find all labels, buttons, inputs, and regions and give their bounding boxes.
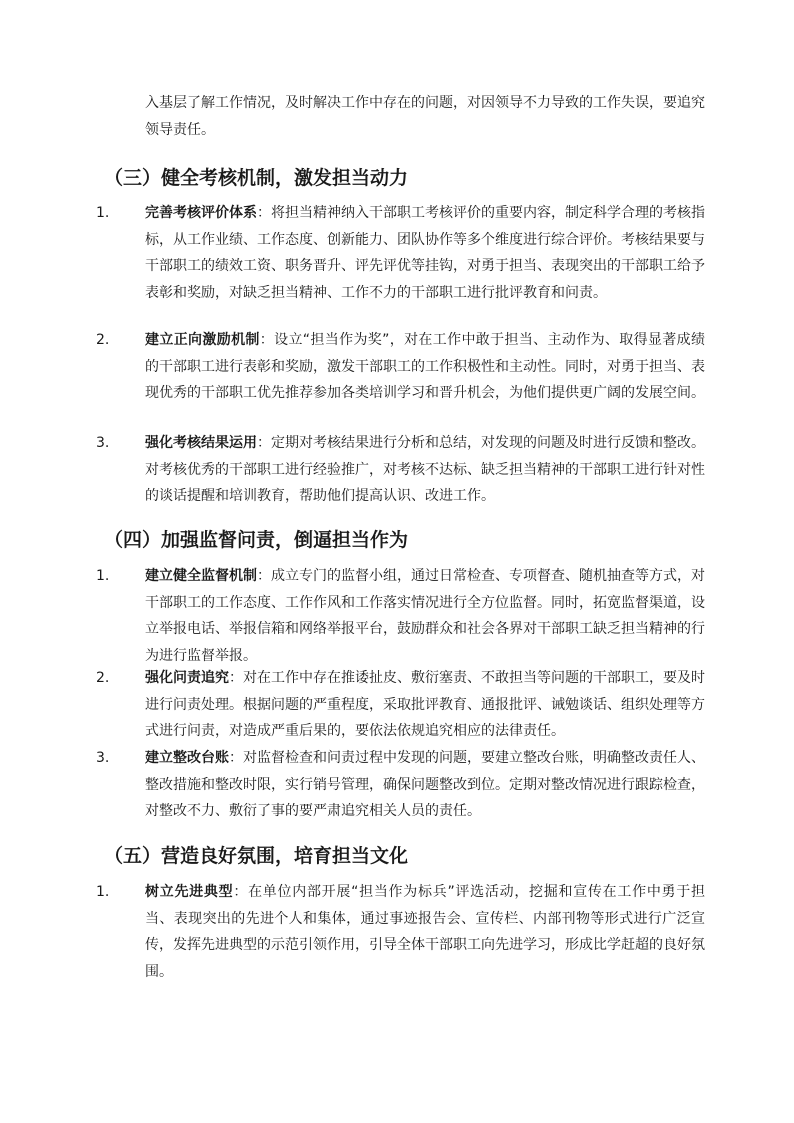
item-text: ：设立“担当作为奖”，对在工作中敢于担当、主动作为、取得显著成绩的干部职工进行表彰和奖励，激发干部职工的工作积极性和主动性。同时，对勇于担当、表现优秀的干部职工优先推荐参加各类培训学习和晋升机会，为他们提供更广阔的发展空间。 <box>145 332 705 401</box>
item-term: 树立先进典型 <box>145 884 234 900</box>
item-number: 3. <box>96 435 110 451</box>
item-number: 1. <box>96 205 110 221</box>
item-text: ：定期对考核结果进行分析和总结，对发现的问题及时进行反馈和整改。对考核优秀的干部职工进行经验推广，对考核不达标、缺乏担当精神的干部职工进行针对性的谈话提醒和培训教育，帮助他们提高认识、改进工作。 <box>145 435 705 504</box>
item-number: 2. <box>96 332 110 348</box>
item-text: ：在单位内部开展“担当作为标兵”评选活动，挖掘和宣传在工作中勇于担当、表现突出的先进个人和集体，通过事迹报告会、宣传栏、内部刊物等形式进行广泛宣传，发挥先进典型的示范引领作用，引导全体干部职工向先进学习，形成比学赶超的良好氛围。 <box>145 884 705 980</box>
item-body <box>145 327 705 407</box>
item-number: 1. <box>96 884 110 900</box>
item-body <box>145 430 705 510</box>
section-3-heading: （三）健全考核机制，激发担当动力 <box>104 167 409 189</box>
section-4-heading: （四）加强监督问责，倒逼担当作为 <box>104 529 409 551</box>
item-body <box>145 745 705 825</box>
item-body <box>145 665 705 745</box>
item-number: 2. <box>96 670 110 686</box>
item-number: 3. <box>96 750 110 766</box>
item-term: 完善考核评价体系 <box>145 205 257 221</box>
section-5-heading: （五）营造良好氛围，培育担当文化 <box>104 845 409 867</box>
item-text: ：成立专门的监督小组，通过日常检查、专项督查、随机抽查等方式，对干部职工的工作态度、工作作风和工作落实情况进行全方位监督。同时，拓宽监督渠道，设立举报电话、举报信箱和网络举报平台，鼓励群众和社会各界对干部职工缺乏担当精神的行为进行监督举报。 <box>145 568 705 664</box>
item-term: 建立整改台账 <box>145 750 229 766</box>
item-body <box>145 563 705 669</box>
item-term: 建立正向激励机制 <box>145 332 260 348</box>
item-body <box>145 200 705 306</box>
item-term: 强化问责追究 <box>145 670 229 686</box>
item-term: 建立健全监督机制 <box>145 568 257 584</box>
intro-paragraph: 入基层了解工作情况，及时解决工作中存在的问题，对因领导不力导致的工作失误，要追究领导责任。 <box>145 95 705 138</box>
item-text: ：将担当精神纳入干部职工考核评价的重要内容，制定科学合理的考核指标，从工作业绩、工作态度、创新能力、团队协作等多个维度进行综合评价。考核结果要与干部职工的绩效工资、职务晋升、评先评优等挂钩，对勇于担当、表现突出的干部职工给予表彰和奖励，对缺乏担当精神、工作不力的干部职工进行批评教育和问责。 <box>145 205 705 301</box>
item-number: 1. <box>96 568 110 584</box>
item-term: 强化考核结果运用 <box>145 435 257 451</box>
item-text: ：对在工作中存在推诿扯皮、敷衍塞责、不敢担当等问题的干部职工，要及时进行问责处理。根据问题的严重程度，采取批评教育、通报批评、诫勉谈话、组织处理等方式进行问责，对造成严重后果的，要依法依规追究相应的法律责任。 <box>145 670 705 739</box>
item-body <box>145 879 705 985</box>
item-text: ：对监督检查和问责过程中发现的问题，要建立整改台账，明确整改责任人、整改措施和整改时限，实行销号管理，确保问题整改到位。定期对整改情况进行跟踪检查，对整改不力、敷衍了事的要严肃追究相关人员的责任。 <box>145 750 705 819</box>
